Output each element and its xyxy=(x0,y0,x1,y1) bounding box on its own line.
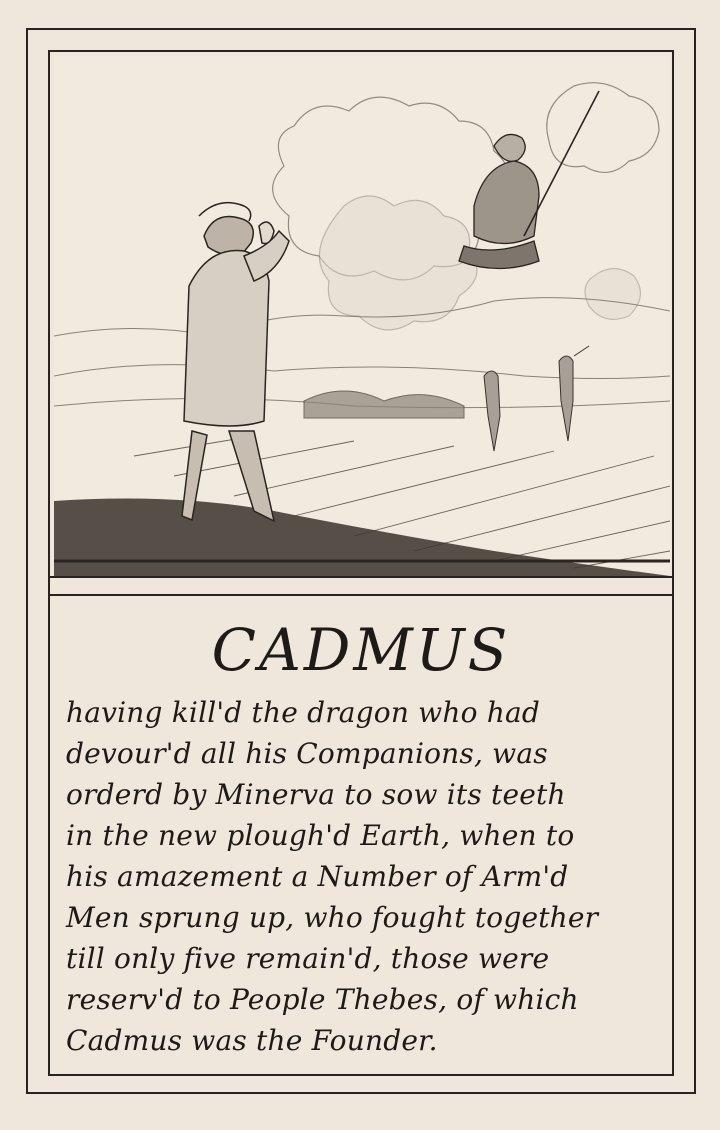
verse-line: Cadmus was the Founder. xyxy=(66,1024,438,1057)
verse-line: orderd by Minerva to sow its teeth xyxy=(66,778,566,811)
minerva-figure xyxy=(459,91,599,269)
armed-men-figure xyxy=(304,346,589,451)
verse-line: his amazement a Number of Arm'd xyxy=(66,860,569,893)
verse-line: in the new plough'd Earth, when to xyxy=(66,819,575,852)
top-divider-rule xyxy=(48,576,674,578)
verse-line: reserv'd to People Thebes, of which xyxy=(66,983,579,1016)
verse-line: devour'd all his Companions, was xyxy=(66,737,548,770)
card-title: CADMUS xyxy=(211,616,511,684)
verse-line: having kill'd the dragon who had xyxy=(66,696,540,729)
engraving-illustration xyxy=(54,56,670,576)
caption-verse xyxy=(58,692,664,1061)
verse-line: till only five remain'd, those were xyxy=(66,942,550,975)
verse-line: Men sprung up, who fought together xyxy=(66,901,599,934)
caption-panel xyxy=(58,604,664,1064)
cloud-group xyxy=(273,83,659,330)
bottom-divider-rule xyxy=(48,594,674,596)
cadmus-figure xyxy=(182,203,289,521)
foreground-ground xyxy=(54,499,670,576)
